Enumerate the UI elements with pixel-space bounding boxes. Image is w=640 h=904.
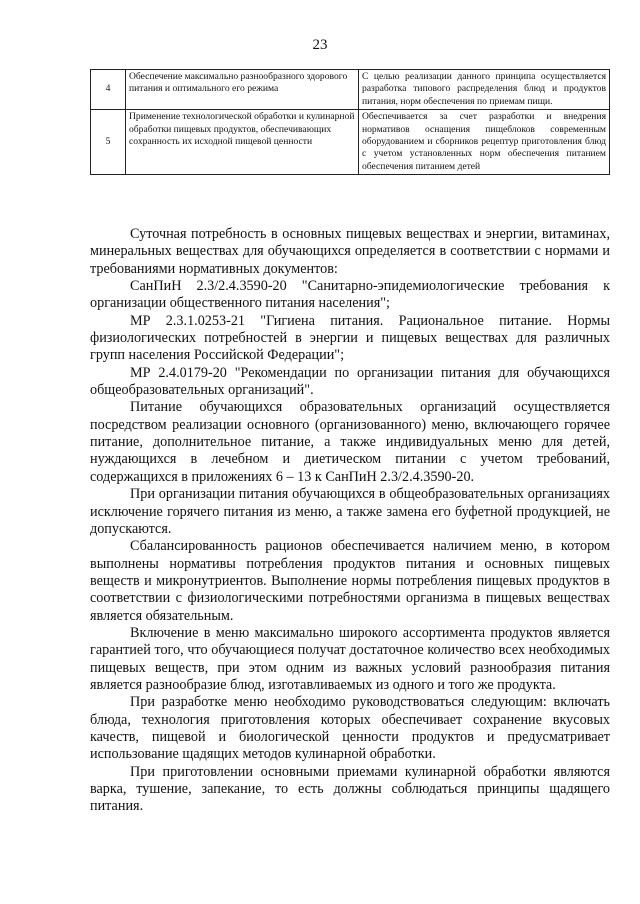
paragraph: СанПиН 2.3/2.4.3590-20 "Санитарно-эпидемиологические требования к организации общественного питания населения";	[90, 278, 610, 312]
row-number: 5	[91, 110, 126, 175]
body-text	[90, 226, 610, 816]
paragraph: Суточная потребность в основных пищевых веществах и энергии, витаминах, минеральных веществах для обучающихся определяется в соответствии с нормами и требованиями нормативных документов:	[90, 226, 610, 277]
row-number: 4	[91, 70, 126, 110]
paragraph: При разработке меню необходимо руководствоваться следующим: включать блюда, технология приготовления которых обеспечивает сохранение вкусовых качеств, пищевой и биологической ценности продуктов и предусматривает использование щадящих методов кулинарной обработки.	[90, 694, 610, 763]
paragraph: Включение в меню максимально широкого ассортимента продуктов является гарантией того, что обучающиеся получат достаточное количество всех необходимых пищевых веществ, при этом одним из важных условий разнообразия питания является разнообразие блюд, изготавливаемых из одного и того же продукта.	[90, 624, 610, 693]
table-row	[91, 110, 610, 175]
implementation-cell: Обеспечивается за счет разработки и внедрения нормативов оснащения пищеблоков современным оборудованием и сборников рецептур приготовления блюд с учетом установленных норм обеспечения питанием обеспечения питанием детей	[359, 110, 610, 175]
paragraph: МР 2.3.1.0253-21 "Гигиена питания. Рациональное питание. Нормы физиологических потребностей в энергии и пищевых веществах для различных групп населения Российской Федерации";	[90, 312, 610, 364]
table-row	[91, 70, 610, 110]
principles-table	[90, 69, 610, 175]
implementation-cell: С целью реализации данного принципа осуществляется разработка типового распределения блюд и продуктов питания, норм обеспечения по приемам пищи.	[359, 70, 610, 110]
paragraph: Сбалансированность рационов обеспечивается наличием меню, в котором выполнены нормативы потребления продуктов питания и основных пищевых веществ и микронутриентов. Выполнение нормы потребления пищевых продуктов в соответствии с физиологическими потребностями организма в пищевых веществах является обязательным.	[90, 538, 610, 624]
paragraph: Питание обучающихся образовательных организаций осуществляется посредством реализации основного (организованного) меню, включающего горячее питание, дополнительное питание, а также индивидуальных меню для детей, нуждающихся в лечебном и диетическом питании с учетом требований, содержащихся в приложениях 6 – 13 к СанПиН 2.3/2.4.3590-20.	[90, 399, 610, 485]
page-number: 23	[312, 37, 328, 53]
principle-cell: Применение технологической обработки и кулинарной обработки пищевых продуктов, обеспечивающих сохранность их исходной пищевой ценности	[126, 110, 359, 175]
principle-cell: Обеспечение максимально разнообразного здорового питания и оптимального его режима	[126, 70, 359, 110]
paragraph: МР 2.4.0179-20 "Рекомендации по организации питания для обучающихся общеобразовательных организаций".	[90, 364, 610, 399]
paragraph: При приготовлении основными приемами кулинарной обработки являются варка, тушение, запекание, то есть должны соблюдаться принципы щадящего питания.	[90, 763, 610, 815]
paragraph: При организации питания обучающихся в общеобразовательных организациях исключение горячего питания из меню, а также замена его буфетной продукцией, не допускаются.	[90, 486, 610, 537]
